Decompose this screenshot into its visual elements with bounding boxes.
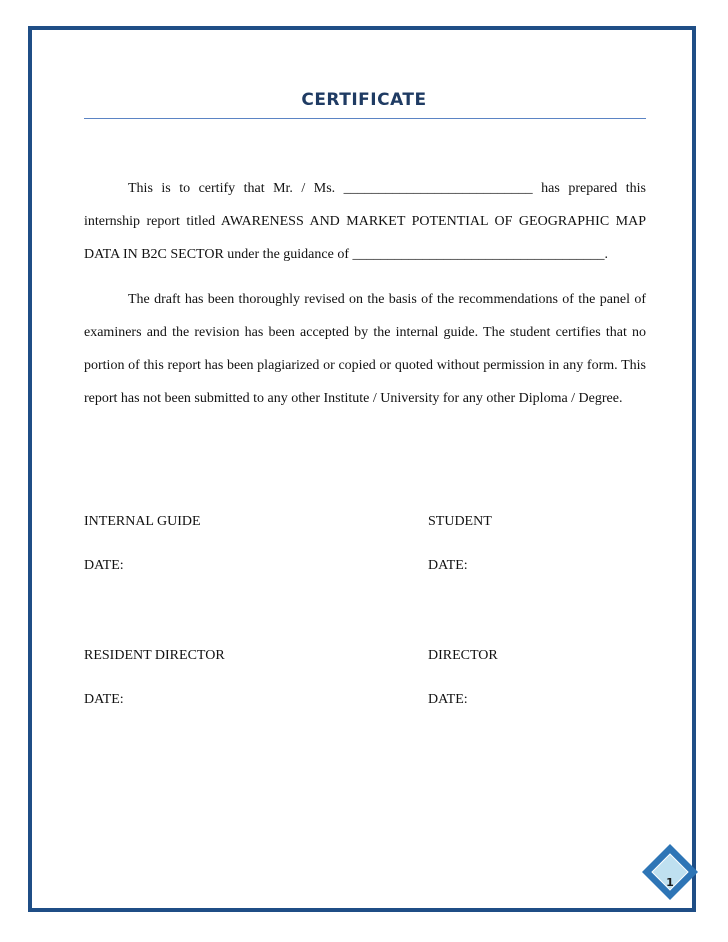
page-number: 1 [666, 876, 674, 889]
paragraph-2-text: The draft has been thoroughly revised on the basis of the recommendations of the panel of examiners and the revision has been accepted by the internal guide. The student certifies that no portion of this report has been plagiarized or copied or quoted without permission in any form. This report has not been submitted to any other Institute / University for any other Diploma / Degree. [84, 292, 646, 406]
internal-guide-date-label: DATE: [84, 558, 124, 573]
title-underline [84, 118, 646, 119]
director-label: DIRECTOR [428, 648, 498, 663]
badge-diamond-icon [640, 842, 700, 902]
resident-director-date-label: DATE: [84, 692, 124, 707]
page-border [28, 26, 696, 912]
paragraph-1-text: This is to certify that Mr. / Ms. ___________________________ has prepared this internship report titled AWARENESS AND MARKET POTENTIAL OF GEOGRAPHIC MAP DATA IN B2C SECTOR under the guidance of ____________________________________. [84, 181, 646, 262]
student-label: STUDENT [428, 514, 492, 529]
certificate-paragraph-2 [84, 283, 646, 415]
student-date-label: DATE: [428, 558, 468, 573]
page-number-badge [640, 842, 700, 902]
director-date-label: DATE: [428, 692, 468, 707]
certificate-paragraph-1 [84, 172, 646, 271]
page-title: CERTIFICATE [301, 90, 427, 110]
internal-guide-label: INTERNAL GUIDE [84, 514, 201, 529]
resident-director-label: RESIDENT DIRECTOR [84, 648, 225, 663]
